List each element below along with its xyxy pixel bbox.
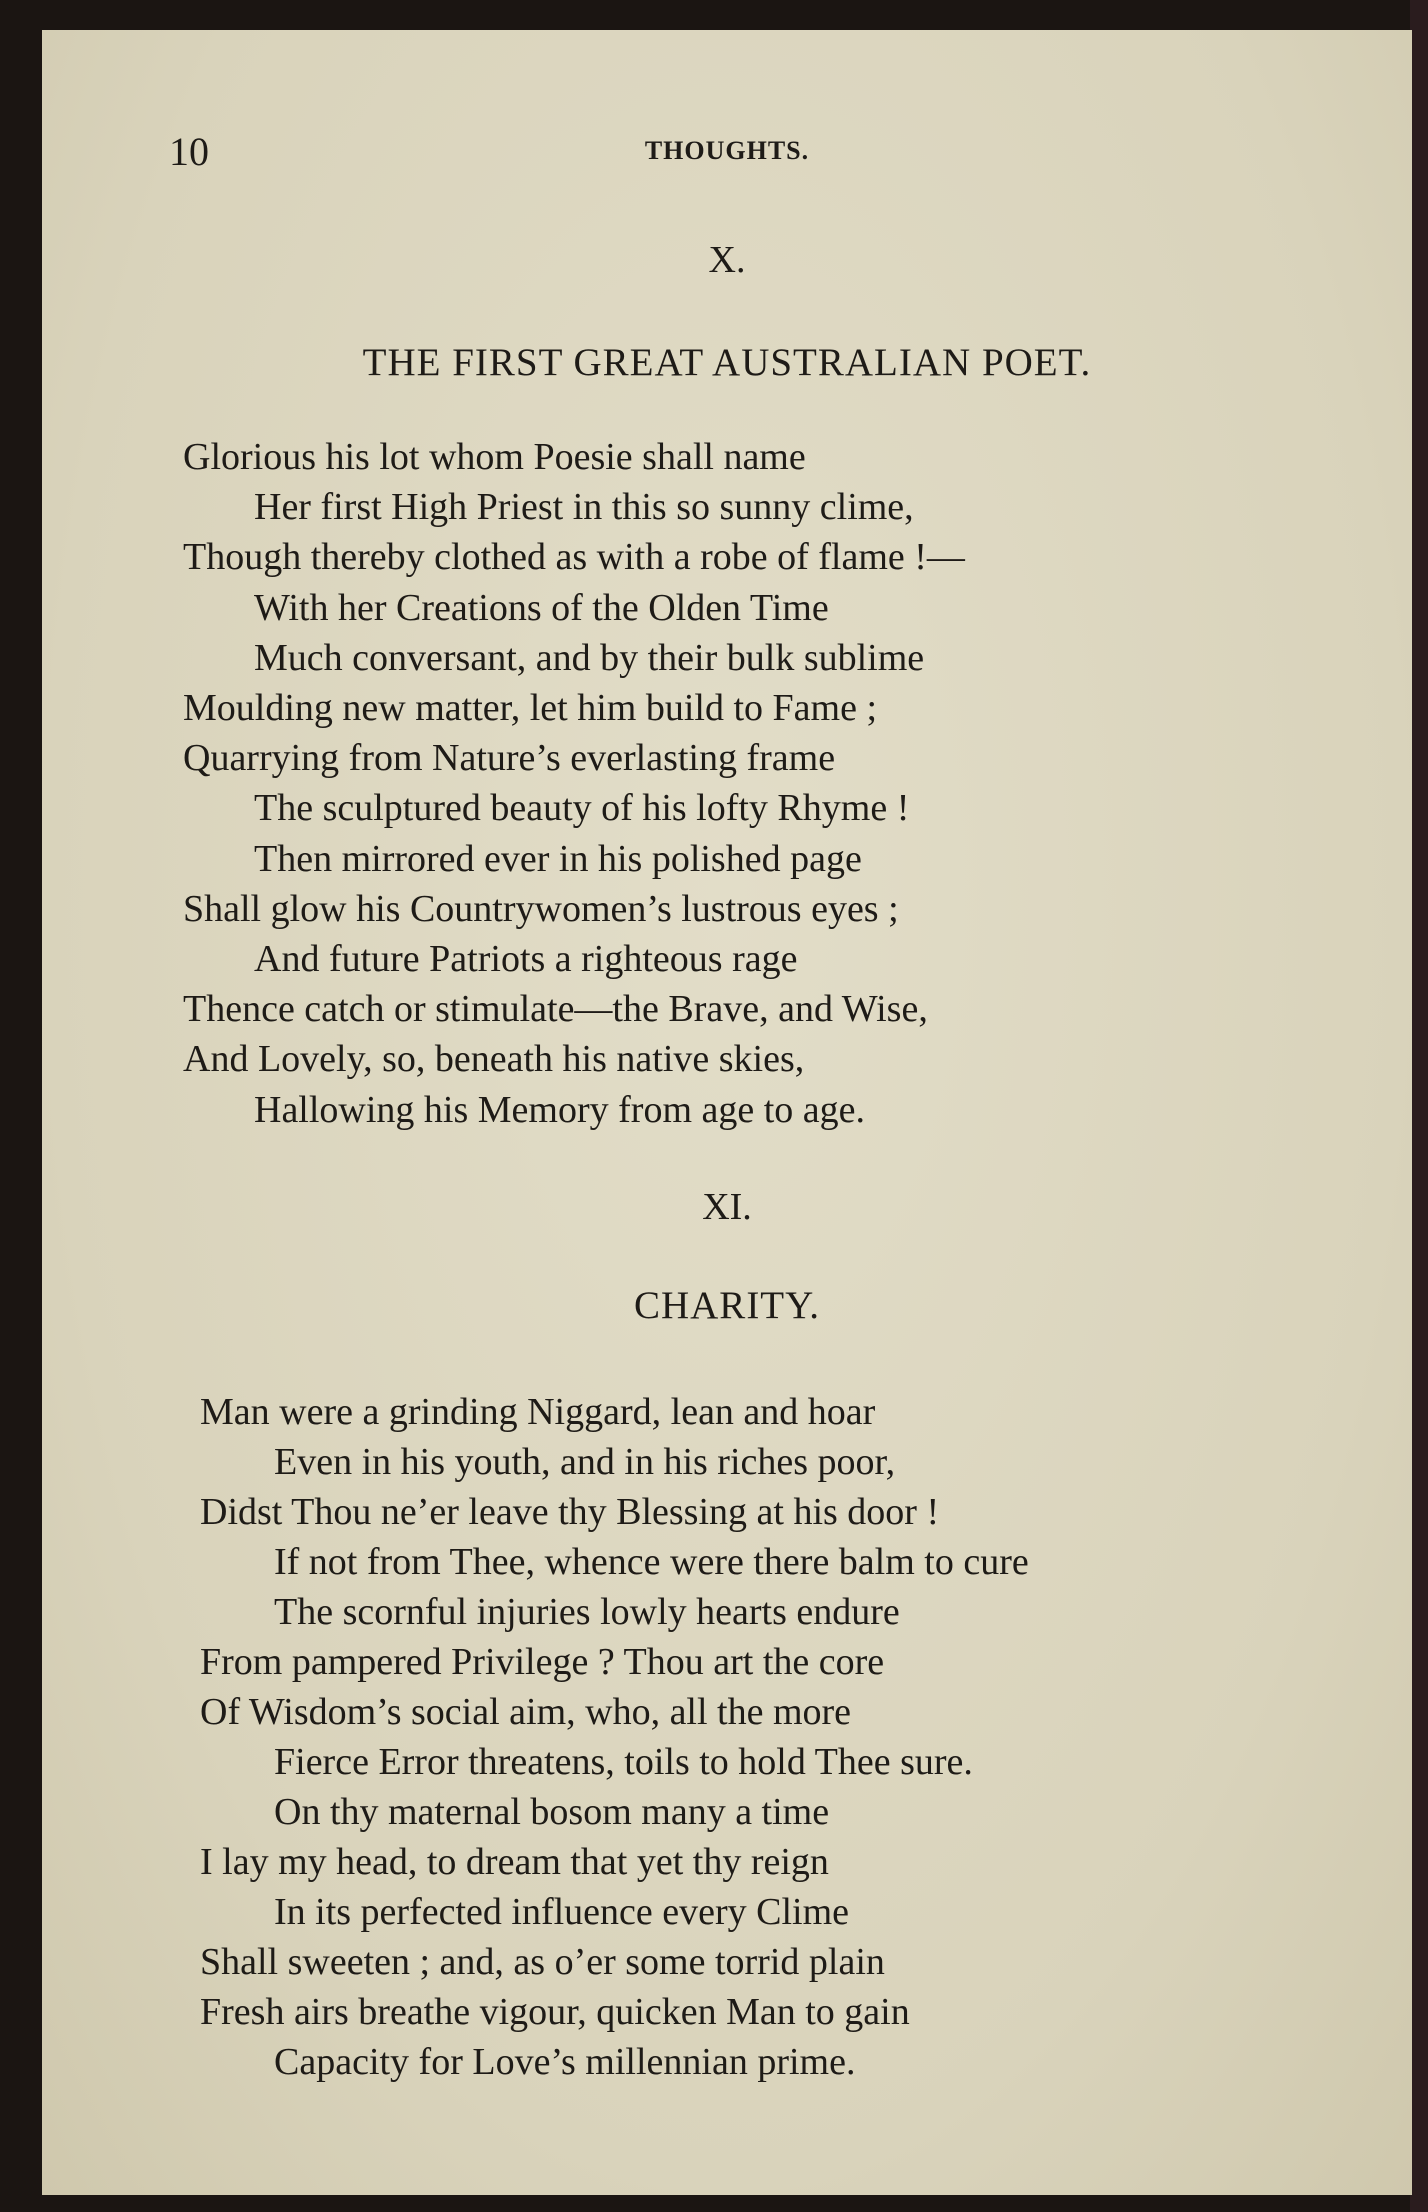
poem-line: Fierce Error threatens, toils to hold Thee sure.	[274, 1741, 973, 1783]
poem-line: And future Patriots a righteous rage	[254, 938, 798, 980]
poem-line: Shall glow his Countrywomen’s lustrous eyes ;	[183, 887, 899, 930]
poem-line: Fresh airs breathe vigour, quicken Man to gain	[200, 1991, 910, 2033]
poem-line: Of Wisdom’s social aim, who, all the more	[200, 1691, 852, 1733]
poem-line: Shall sweeten ; and, as o’er some torrid plain	[200, 1941, 885, 1983]
poem-line: Quarrying from Nature’s everlasting frame	[183, 737, 836, 780]
poem-line: Capacity for Love’s millennian prime.	[274, 2041, 856, 2083]
poem-line: Hallowing his Memory from age to age.	[254, 1088, 866, 1131]
poem-line: Even in his youth, and in his riches poor,	[274, 1441, 896, 1483]
poem-line: In its perfected influence every Clime	[274, 1891, 850, 1933]
poem-line: Though thereby clothed as with a robe of flame !—	[183, 536, 965, 579]
page-number: 10	[169, 129, 209, 174]
poem-line: If not from Thee, whence were there balm to cure	[274, 1541, 1029, 1583]
book-page	[42, 30, 1412, 2195]
poem-line: Didst Thou ne’er leave thy Blessing at his door !	[200, 1491, 940, 1533]
section-title: CHARITY.	[633, 1284, 821, 1327]
section-number: X.	[708, 239, 746, 281]
poem-line: Moulding new matter, let him build to Fame ;	[183, 687, 878, 729]
poem-line: With her Creations of the Olden Time	[254, 586, 829, 629]
poem-line: From pampered Privilege ? Thou art the core	[200, 1641, 885, 1683]
poem-line: Thence catch or stimulate—the Brave, and Wise,	[183, 988, 928, 1031]
poem-line: Much conversant, and by their bulk sublime	[254, 636, 925, 679]
section-title: THE FIRST GREAT AUSTRALIAN POET.	[362, 341, 1092, 384]
poem-line: Her first High Priest in this so sunny clime,	[254, 486, 914, 529]
poem-line: The sculptured beauty of his lofty Rhyme !	[254, 787, 910, 830]
poem-line: Man were a grinding Niggard, lean and hoar	[200, 1391, 876, 1433]
poem-line: I lay my head, to dream that yet thy reign	[200, 1841, 829, 1883]
poem-line: Glorious his lot whom Poesie shall name	[183, 436, 806, 478]
poem-line: Then mirrored ever in his polished page	[254, 837, 862, 880]
section-number: XI.	[702, 1186, 752, 1228]
poem-line: On thy maternal bosom many a time	[274, 1791, 830, 1833]
poem-line: The scornful injuries lowly hearts endure	[274, 1591, 900, 1633]
running-title: THOUGHTS.	[644, 136, 810, 165]
poem-line: And Lovely, so, beneath his native skies,	[183, 1038, 805, 1081]
book-edge	[1410, 0, 1428, 2212]
